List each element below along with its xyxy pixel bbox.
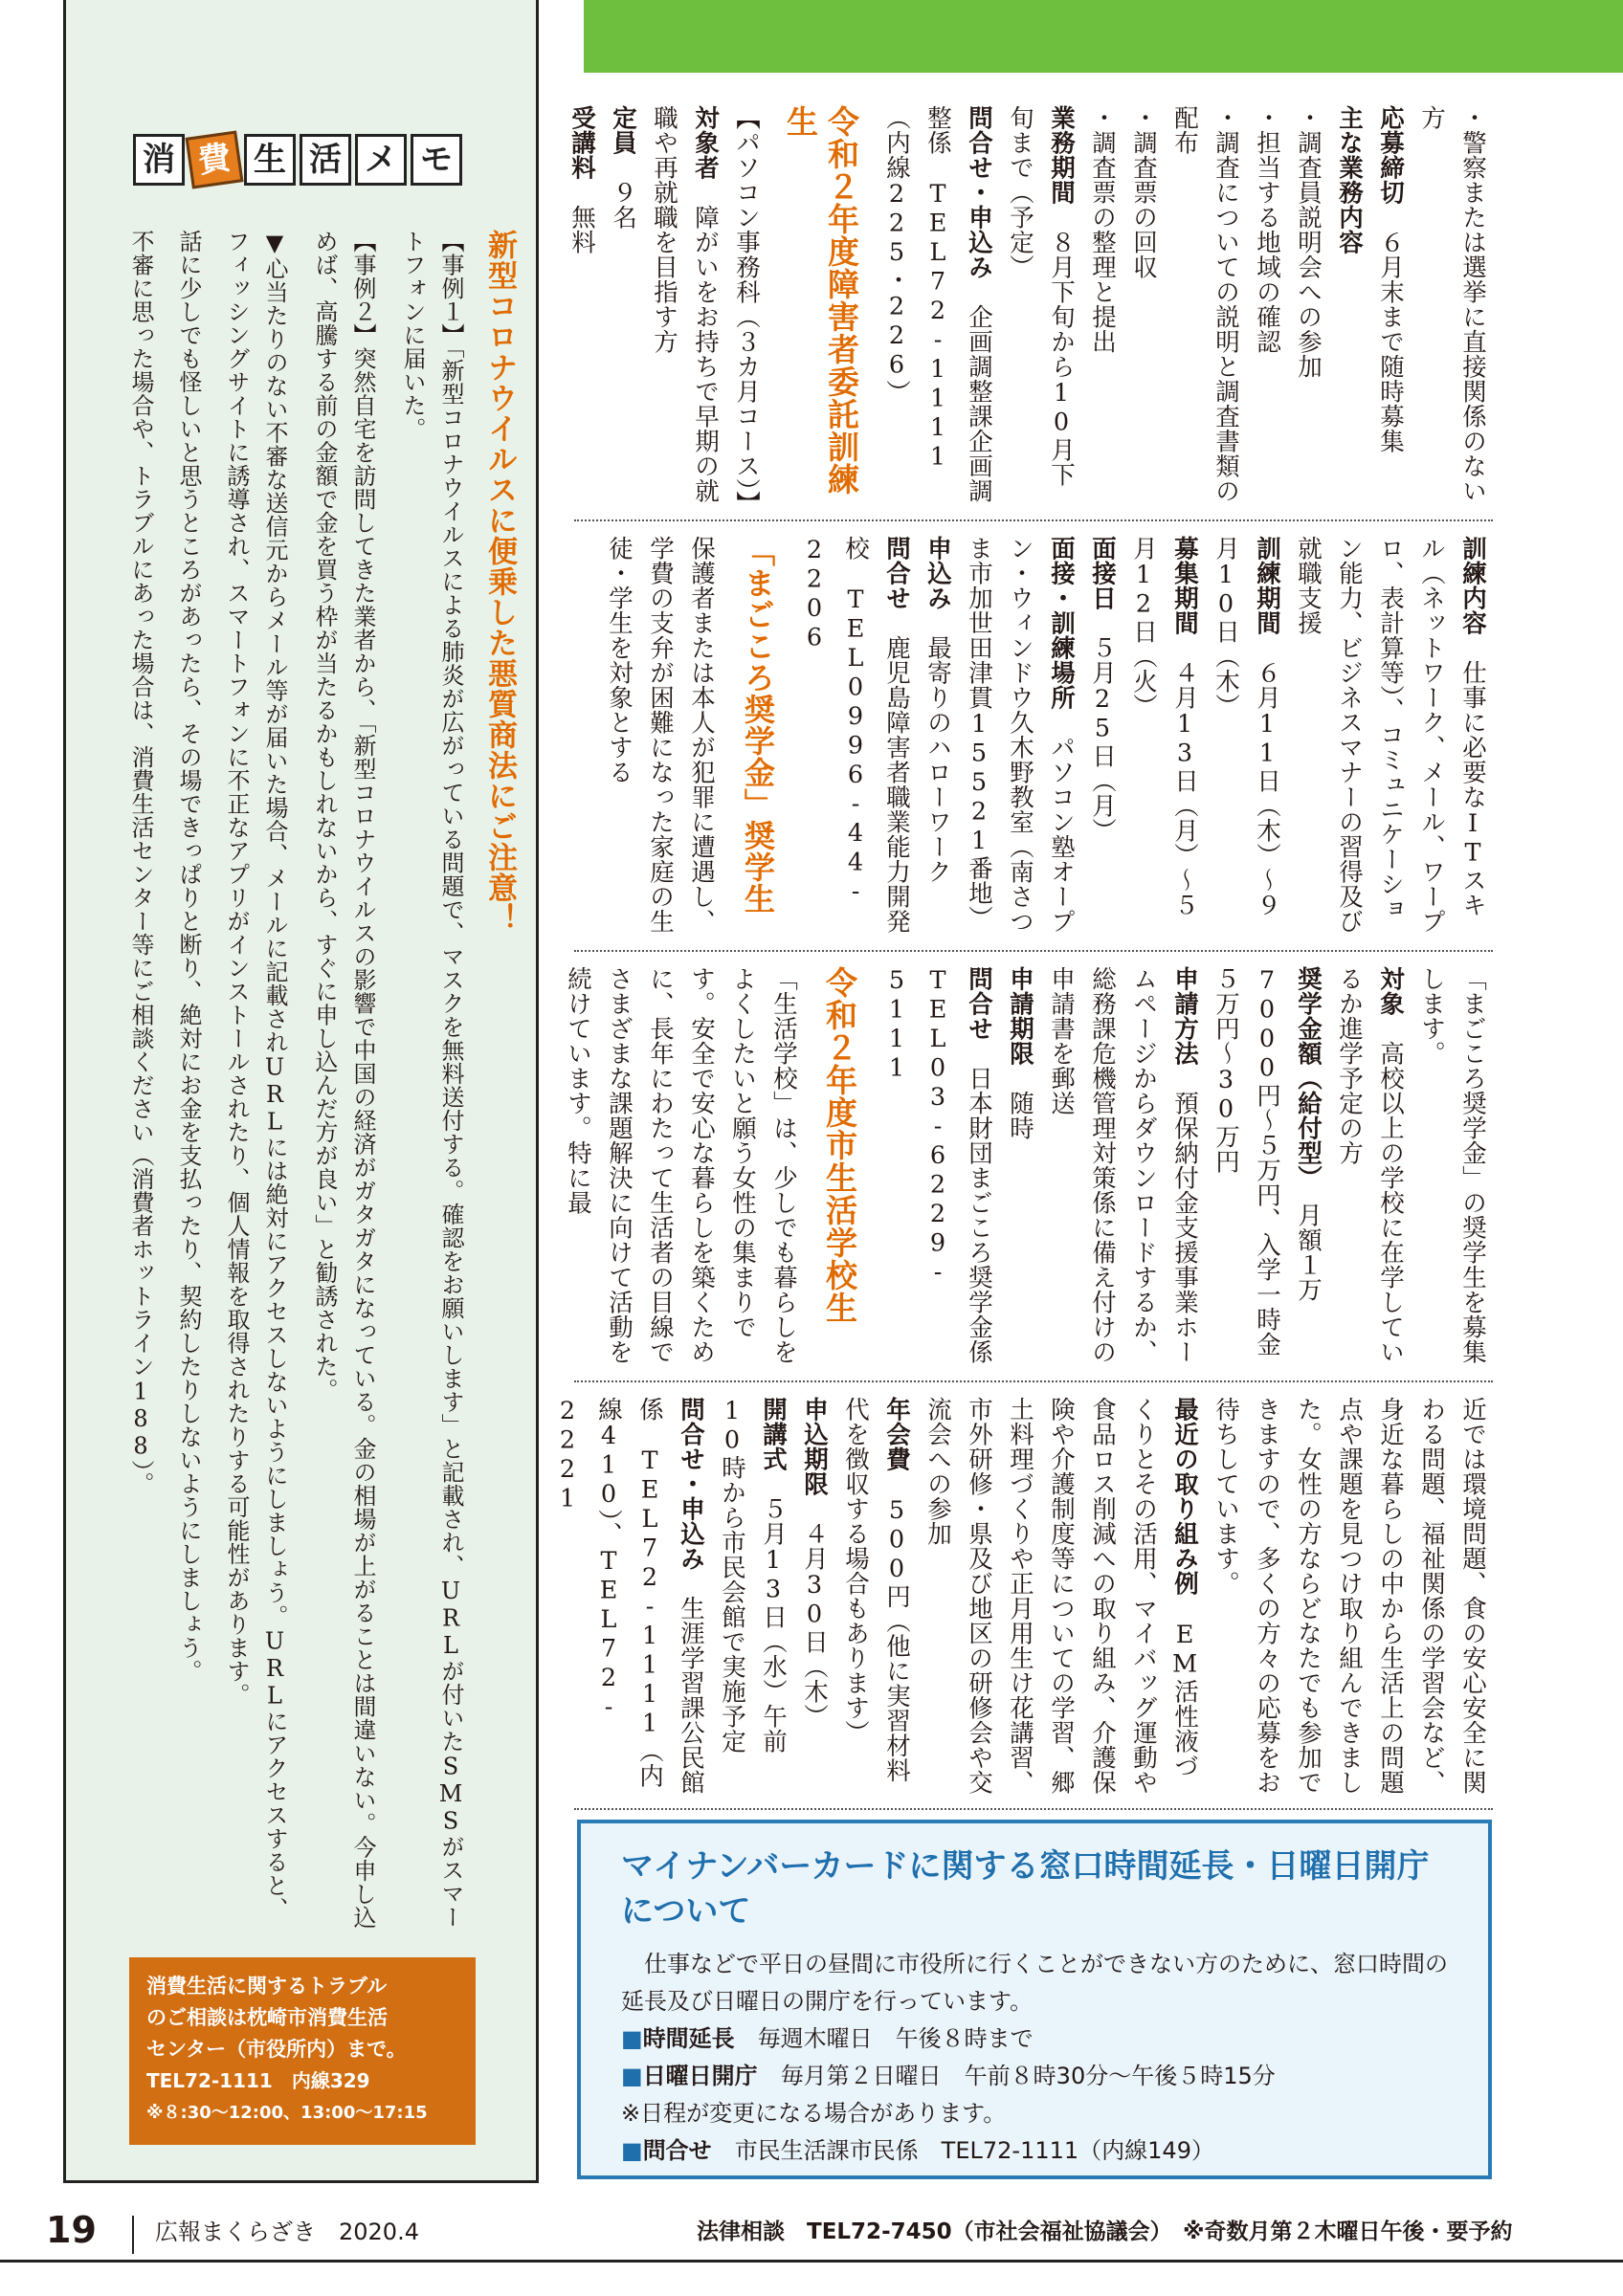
value: ６月末まで随時募集 bbox=[1376, 230, 1405, 453]
label: 最近の取り組み例 bbox=[1170, 1397, 1199, 1596]
label: 訓練期間 bbox=[1253, 536, 1281, 635]
paragraph: 「生活学校」は、少しでも暮らしをよくしたいと願う女性の集まりです。安全で安心な暮らしを築くために、長年にわたって生活者の目線でさまざまな課題解決に向けて活動を続けています。特に最 bbox=[564, 966, 798, 1364]
memo-title-char: メ bbox=[355, 134, 407, 186]
value: 預保納付金支援事業ホームページからダウンロードするか、総務課危機管理対策係に備え付けの申請書を郵送 bbox=[1047, 966, 1199, 1364]
value: 毎月第２日曜日 午前８時30分〜午後５時15分 bbox=[780, 2063, 1276, 2089]
memo-title-char: 活 bbox=[300, 134, 351, 186]
value: 企画調整課企画調整係 TEL72-1111（内線225・226） bbox=[882, 105, 993, 503]
memo-case1: 【事例１】「新型コロナウイルスによる肺炎が広がっている問題で、マスクを無料送付する。確認をお願いします」と記載され、URLが付いたSMSがスマートフォンに届いた。 bbox=[399, 230, 464, 1929]
label: 対象 bbox=[1376, 966, 1405, 1016]
list-item: ・調査票の回収 bbox=[1129, 105, 1158, 279]
label: 時間延長 bbox=[642, 2025, 735, 2052]
page-number: 19 bbox=[46, 2209, 97, 2251]
square-bullet-icon: ■ bbox=[621, 2137, 643, 2164]
mynumber-title: マイナンバーカードに関する窓口時間延長・日曜日開庁について bbox=[621, 1847, 1430, 1931]
value: 最寄りのハローワーク bbox=[923, 635, 952, 884]
label: 申込み bbox=[923, 536, 952, 610]
value: 鹿児島障害者職業能力開発校 TEL0996-44-2206 bbox=[800, 536, 911, 934]
consumer-memo-panel bbox=[63, 0, 539, 2183]
memo-advice: 不審に思った場合や、トラブルにあった場合は、消費生活センター等にご相談ください（消費者ホットライン188）。 bbox=[127, 230, 154, 1495]
memo-case2: 【事例２】突然自宅を訪問してきた業者から、「新型コロナウイルスの影響で中国の経済がガタガタになっている。金の相場が上がることは間違いない。今申し込めば、高騰する前の金額で金を買う枠が当たるかもしれないから、すぐに申し込んだ方が良い」と勧誘された。 bbox=[311, 230, 376, 1930]
publication-name: 広報まくらざき 2020.4 bbox=[155, 2219, 419, 2245]
legal-consultation-info: 法律相談 TEL72-7450（市社会福祉協議会） ※奇数月第２木曜日午後・要予約 bbox=[697, 2219, 1513, 2244]
notice-line: のご相談は枕崎市消費生活 bbox=[146, 2006, 388, 2029]
footer-rule bbox=[0, 2260, 1623, 2263]
label: 申請方法 bbox=[1170, 966, 1199, 1066]
mynumber-note: ※日程が変更になる場合があります。 bbox=[621, 2100, 1007, 2127]
value: ４月30日（木） bbox=[800, 1521, 829, 1729]
section-heading: 令和２年度障害者委託訓練生 bbox=[782, 105, 860, 496]
list-item: ・調査員説明会への参加 bbox=[1294, 105, 1323, 379]
memo-title-char: モ bbox=[411, 134, 462, 186]
divider bbox=[574, 950, 1493, 952]
section-scholarship-and-life-school bbox=[564, 966, 1493, 1389]
value: ５月25日（月） bbox=[1088, 635, 1117, 843]
label: 日曜日開庁 bbox=[642, 2063, 758, 2089]
label: 募集期間 bbox=[1170, 536, 1199, 635]
value: 月額１万7000円〜５万円、入学一時金５万円〜30万円 bbox=[1212, 966, 1323, 1357]
divider bbox=[574, 1380, 1493, 1382]
value: 日本財団まごころ奨学金係 TEL03-6229-5111 bbox=[882, 966, 993, 1389]
label: 問合せ bbox=[965, 966, 993, 1041]
memo-advice: 話に少しでも怪しいと思うところがあったら、その場できっぱりと断り、絶対にお金を支払ったり、契約したりしないようにしましょう。 bbox=[175, 230, 202, 1683]
label: 奨学金額（給付型） bbox=[1294, 966, 1323, 1179]
value: 毎週木曜日 午後８時まで bbox=[757, 2025, 1034, 2052]
label: 年会費 bbox=[882, 1397, 911, 1471]
paragraph: 近では環境問題、食の安心安全に関わる問題、福祉関係の学習会など、身近な暮らしの中から生活上の問題点や課題を見つけ取り組んできました。女性の方ならどなたでも参加できますので、多くの方々の応募をお待ちしています。 bbox=[1212, 1397, 1487, 1795]
value: 無料 bbox=[567, 205, 596, 254]
value: 障がいをお持ちで早期の就職や再就職を目指す方 bbox=[650, 105, 720, 503]
consultation-notice bbox=[129, 1957, 476, 2145]
value: 随時 bbox=[1006, 1091, 1034, 1140]
mynumber-intro: 仕事などで平日の昼間に市役所に行くことができない方のために、窓口時間の延長及び日曜日の開庁を行っています。 bbox=[621, 1951, 1448, 2015]
footer-divider bbox=[132, 2216, 134, 2254]
value: ６月11日（木）〜９月10日（木） bbox=[1212, 536, 1281, 917]
notice-line: 消費生活に関するトラブル bbox=[146, 1975, 388, 1998]
memo-advice: ▼心当たりのない不審な送信元からメール等が届いた場合、メールに記載されURLには絶対にアクセスしないようにしましょう。URLにアクセスすると、フィッシングサイトに誘導され、スマートフォンに不正なアプリがインストールされたり、個人情報を取得されたりする可能性があります。 bbox=[223, 230, 288, 1921]
section-training-and-scholarship bbox=[574, 536, 1493, 938]
value: ４月13日（月）〜５月12日（火） bbox=[1129, 536, 1199, 917]
value: パソコン塾オープン・ウィンドウ久木野教室（南さつま市加世田津貫15521番地） bbox=[965, 536, 1076, 934]
section-heading: 令和２年度市生活学校生 bbox=[821, 966, 858, 1324]
memo-title-char: 費 bbox=[186, 131, 244, 189]
page-footer bbox=[0, 2206, 1623, 2254]
notice-phone: TEL72-1111 内線329 bbox=[146, 2069, 370, 2092]
notice-hours: ※８:30〜12:00、13:00〜17:15 bbox=[146, 2103, 428, 2123]
memo-heading: 新型コロナウイルスに便乗した悪質商法にご注意！ bbox=[482, 230, 517, 934]
label: 業務期間 bbox=[1047, 105, 1076, 205]
label: 申請期限 bbox=[1006, 966, 1034, 1066]
value: EM活性液づくりとその活用、マイバッグ運動や食品ロス削減への取り組み、介護保険や介護制度等についての学習、郷土料理づくりや正月用生け花講習、市外研修・県及び地区の研修会や交流会への参加 bbox=[923, 1397, 1199, 1795]
divider bbox=[574, 1808, 1493, 1810]
square-bullet-icon: ■ bbox=[621, 2063, 643, 2089]
memo-title-char: 生 bbox=[244, 134, 296, 186]
memo-title bbox=[133, 134, 462, 186]
value: 市民生活課市民係 TEL72-1111（内線149） bbox=[734, 2137, 1214, 2164]
list-item: ・担当する地域の確認 bbox=[1253, 105, 1281, 354]
label: 対象者 bbox=[691, 105, 720, 180]
value: ９名 bbox=[609, 180, 637, 230]
value: ８月下旬から10月下旬まで（予定） bbox=[1006, 105, 1076, 487]
section-life-school-details bbox=[553, 1397, 1493, 1799]
section-heading: 「まごころ奨学金」奨学生 bbox=[740, 536, 776, 915]
label: 問合せ bbox=[642, 2137, 712, 2164]
paragraph: 「まごころ奨学金」の奨学生を募集します。 bbox=[1417, 966, 1487, 1364]
label: 問合せ・申込み bbox=[965, 105, 993, 279]
value: 500円（他に実習材料代を徴収する場合もあります） bbox=[841, 1397, 911, 1783]
list-item: ・調査についての説明と調査書類の配布 bbox=[1170, 105, 1240, 503]
memo-body bbox=[127, 230, 520, 1932]
text-line: ・警察または選挙に直接関係のない方 bbox=[1417, 105, 1487, 503]
paragraph: 保護者または本人が犯罪に遭遇し、学費の支弁が困難になった家庭の生徒・学生を対象とする bbox=[605, 536, 716, 934]
label: 問合せ・申込み bbox=[677, 1397, 705, 1571]
mynumber-notice-box bbox=[577, 1820, 1492, 2179]
label: 訓練内容 bbox=[1458, 536, 1487, 635]
value: 高校以上の学校に在学しているか進学予定の方 bbox=[1335, 966, 1405, 1364]
label: 開講式 bbox=[759, 1397, 788, 1471]
list-item: ・調査票の整理と提出 bbox=[1088, 105, 1117, 354]
label: 主な業務内容 bbox=[1335, 105, 1364, 254]
label: 定員 bbox=[609, 105, 637, 155]
value: 仕事に必要なITスキル（ネットワーク、メール、ワープロ、表計算等）、コミュニケーション能力、ビジネスマナーの習得及び就職支援 bbox=[1294, 536, 1487, 934]
memo-title-char: 消 bbox=[133, 134, 185, 186]
label: 面接日 bbox=[1088, 536, 1117, 610]
label: 応募締切 bbox=[1376, 105, 1405, 205]
label: 面接・訓練場所 bbox=[1047, 536, 1076, 710]
notice-line: センター（市役所内）まで。 bbox=[146, 2038, 407, 2061]
course-name: 【パソコン事務科（３カ月コース）】 bbox=[732, 105, 761, 517]
label: 申込期限 bbox=[800, 1397, 829, 1496]
label: 受講料 bbox=[567, 105, 596, 180]
label: 問合せ bbox=[882, 536, 911, 610]
value: ５月13日（水）午前10時から市民会館で実施予定 bbox=[718, 1397, 788, 1754]
divider bbox=[574, 519, 1493, 521]
section-census-and-training bbox=[567, 105, 1493, 517]
value: 生涯学習課公民館係 TEL72-1111（内線410）、TEL72-2221 bbox=[553, 1397, 705, 1795]
header-color-bar bbox=[584, 0, 1623, 73]
square-bullet-icon: ■ bbox=[621, 2025, 643, 2052]
